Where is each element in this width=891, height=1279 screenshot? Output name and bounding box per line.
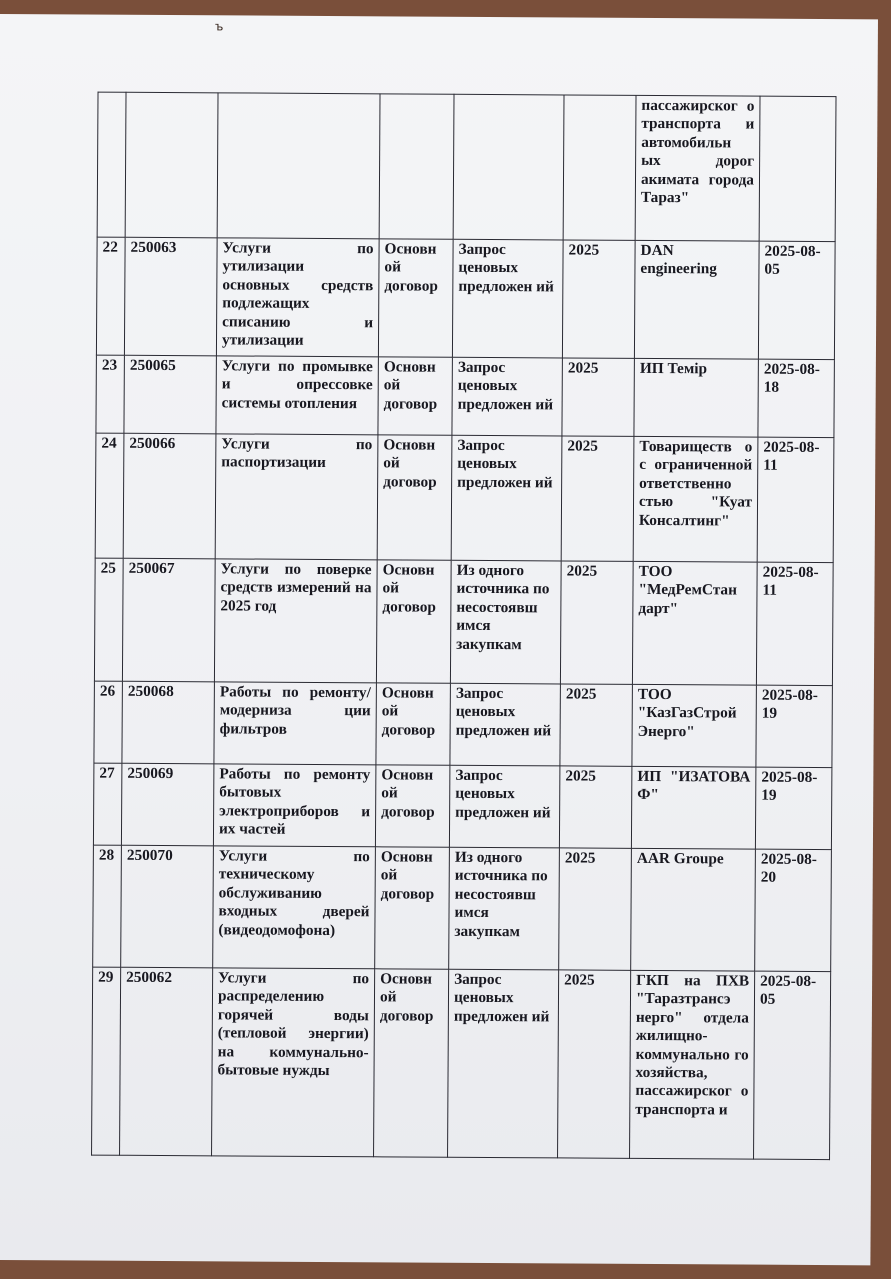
cell-contract-type: Основн ой договор — [376, 560, 451, 683]
cell-procurement-method: Запрос ценовых предложен ий — [448, 969, 559, 1158]
cell-procurement-method: Запрос ценовых предложен ий — [449, 765, 559, 848]
cell-contract-type: Основн ой договор — [375, 847, 450, 969]
cell-procurement-method: Запрос ценовых предложен ий — [451, 435, 562, 561]
cell-supplier-name: AAR Groupe — [631, 848, 756, 971]
cell-year: 2025 — [560, 684, 632, 766]
cell-lot-code — [125, 92, 218, 238]
cell-procurement-method: Запрос ценовых предложен ий — [452, 239, 563, 358]
cell-service-name: Услуги по поверке средств измерений на 2025 год — [214, 559, 377, 683]
cell-lot-code: 250066 — [123, 433, 216, 559]
cell-year: 2025 — [562, 358, 634, 436]
cell-contract-type: Основн ой договор — [378, 357, 452, 435]
cell-contract-type: Основн ой договор — [377, 435, 452, 560]
cell-contract-date: 2025-08-19 — [755, 767, 831, 849]
cell-contract-date: 2025-08-11 — [756, 562, 833, 685]
cell-year: 2025 — [561, 436, 634, 561]
cell-supplier-name: ТОО "КазГазСтрой Энерго" — [632, 684, 756, 767]
table-row — [94, 681, 832, 768]
cell-supplier-name: ТОО "МедРемСтан дарт" — [632, 561, 757, 685]
cell-service-name: Услуги по распределению горячей воды (тепловой энергии) на коммунально-бытовые нужды — [212, 968, 375, 1157]
cell-row-number: 29 — [92, 967, 121, 1155]
table-body — [92, 92, 836, 1159]
cell-contract-date: 2025-08-19 — [756, 685, 832, 767]
cell-lot-code: 250070 — [121, 845, 214, 968]
cell-lot-code: 250063 — [124, 237, 217, 356]
cell-year: 2025 — [559, 766, 631, 848]
table-row — [93, 845, 832, 972]
cell-procurement-method: Запрос ценовых предложен ий — [450, 683, 560, 766]
table-row — [94, 558, 833, 686]
table-row — [97, 92, 836, 242]
cell-contract-date — [759, 96, 836, 241]
cell-supplier-name: ИП "ИЗАТОВА Ф" — [631, 766, 755, 849]
cell-year: 2025 — [558, 970, 631, 1158]
cell-contract-date: 2025-08-20 — [755, 849, 832, 971]
table-row — [95, 433, 834, 563]
cell-lot-code: 250067 — [122, 558, 215, 682]
cell-contract-type — [379, 94, 454, 239]
cell-service-name: Услуги по промывке и опрессовке системы отопления — [216, 356, 378, 435]
cell-year: 2025 — [562, 240, 635, 358]
cell-lot-code: 250069 — [121, 763, 213, 846]
cell-contract-type: Основн ой договор — [378, 239, 453, 357]
cell-procurement-method — [453, 94, 564, 240]
table-row — [96, 355, 834, 438]
cell-service-name: Работы по ремонту бытовых электроприборов и их частей — [213, 764, 375, 847]
cell-row-number: 26 — [94, 681, 123, 763]
cell-supplier-name: ИП Темір — [634, 358, 758, 437]
cell-supplier-name: DAN engineering — [634, 240, 759, 359]
cell-procurement-method: Запрос ценовых предложен ий — [452, 357, 562, 436]
cell-service-name: Услуги по техническому обслуживанию входных дверей (видеодомофона) — [213, 846, 376, 969]
cell-contract-type: Основн ой договор — [374, 969, 449, 1157]
cell-service-name: Работы по ремонту/модерниза ции фильтров — [214, 682, 376, 765]
cell-row-number: 24 — [95, 433, 124, 558]
cell-supplier-name: Товариществ о с ограниченной ответственно стью "Куат Консалтинг" — [633, 436, 758, 562]
corner-mark: ъ — [214, 19, 224, 34]
table-row — [92, 967, 831, 1160]
cell-contract-date: 2025-08-05 — [758, 241, 835, 359]
cell-contract-date: 2025-08-05 — [754, 971, 831, 1159]
cell-contract-date: 2025-08-18 — [758, 359, 834, 437]
procurement-table — [91, 92, 836, 1160]
cell-year: 2025 — [559, 848, 632, 970]
cell-lot-code: 250065 — [124, 355, 216, 434]
cell-service-name — [217, 93, 380, 239]
table-row — [93, 763, 831, 850]
cell-contract-date: 2025-08-11 — [757, 437, 834, 562]
document-page — [0, 14, 878, 1265]
cell-service-name: Услуги по утилизации основных средств подлежащих списанию и утилизации — [216, 238, 379, 357]
cell-procurement-method: Из одного источника по несостоявш имся закупкам — [450, 560, 561, 684]
cell-year: 2025 — [560, 561, 633, 684]
cell-lot-code: 250068 — [122, 681, 214, 764]
cell-supplier-name: ГКП на ПХВ "Таразтрансэ нерго" отдела жилищно-коммунально го хозяйства, пассажирског о транспорта и — [630, 970, 755, 1159]
cell-row-number: 22 — [96, 237, 125, 355]
cell-year — [563, 95, 636, 240]
cell-contract-type: Основн ой договор — [376, 683, 450, 765]
cell-contract-type: Основн ой договор — [375, 765, 449, 847]
cell-row-number — [97, 92, 126, 237]
table-row — [96, 237, 835, 360]
cell-row-number: 28 — [93, 845, 122, 967]
cell-lot-code: 250062 — [120, 967, 213, 1156]
cell-row-number: 23 — [96, 355, 124, 433]
cell-row-number: 27 — [93, 763, 122, 845]
cell-service-name: Услуги по паспортизации — [215, 434, 378, 560]
cell-supplier-name: пассажирског о транспорта и автомобильн ых дорог акимата города Тараз" — [635, 95, 760, 241]
cell-procurement-method: Из одного источника по несостоявш имся закупкам — [449, 847, 560, 970]
cell-row-number: 25 — [94, 558, 123, 681]
